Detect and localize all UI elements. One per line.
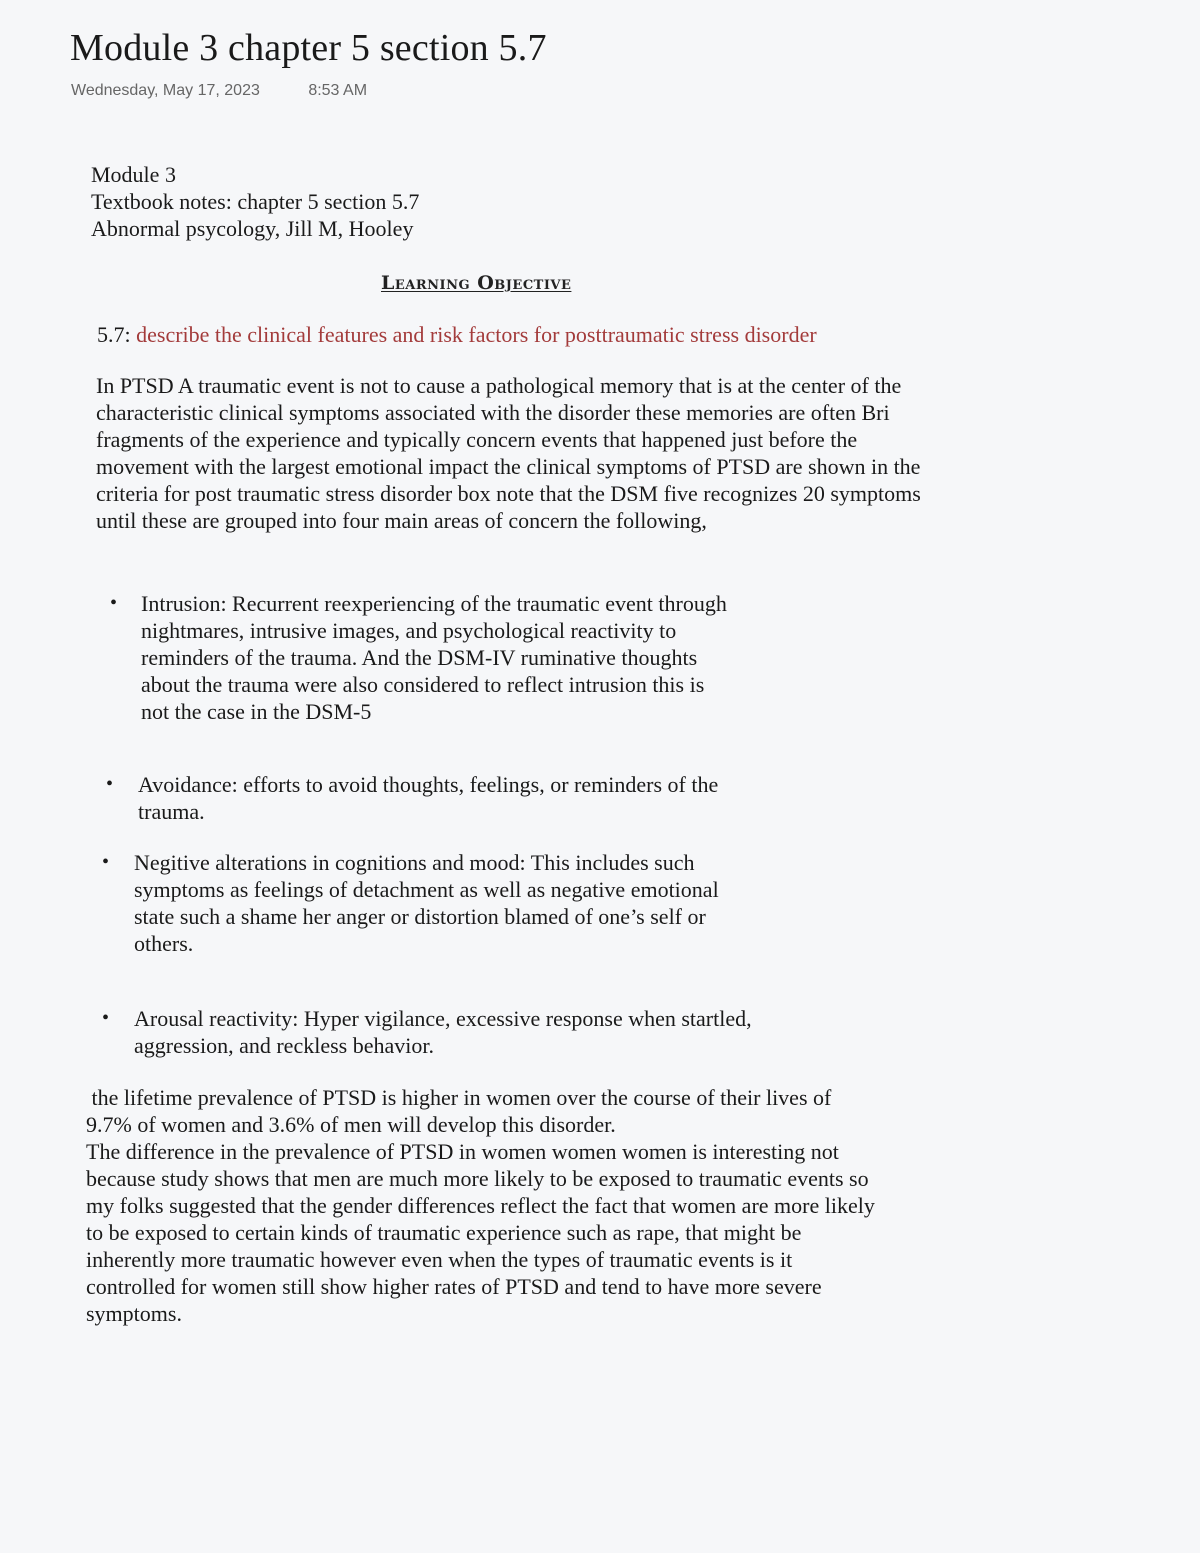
notes-header — [91, 161, 419, 242]
page-date: Wednesday, May 17, 2023 — [71, 82, 260, 99]
bullet-line: Arousal reactivity: Hyper vigilance, excessive response when startled, — [134, 1006, 752, 1031]
paragraph-line: The difference in the prevalence of PTSD in women women women is interesting not — [86, 1139, 839, 1164]
prevalence-paragraph — [86, 1084, 831, 1138]
bullet-line: aggression, and reckless behavior. — [134, 1033, 434, 1058]
paragraph-line: movement with the largest emotional impact the clinical symptoms of PTSD are shown in the — [96, 454, 921, 479]
paragraph-line: inherently more traumatic however even when the types of traumatic events is it — [86, 1247, 793, 1272]
page-time: 8:53 AM — [308, 82, 368, 99]
bullet-line: reminders of the trauma. And the DSM-IV ruminative thoughts — [141, 645, 698, 670]
learning-objective-heading: Learning Objective — [381, 272, 572, 294]
bullet-line: about the trauma were also considered to reflect intrusion this is — [141, 672, 705, 697]
bullet-dot-icon: • — [102, 851, 110, 873]
bullet-body — [141, 590, 727, 725]
paragraph-line: fragments of the experience and typically concern events that happened just before the — [96, 427, 858, 452]
paragraph-line: my folks suggested that the gender differences reflect the fact that women are more likely — [86, 1193, 875, 1218]
learning-objective — [97, 322, 817, 348]
bullet-line: state such a shame her anger or distortion blamed of one’s self or — [134, 904, 706, 929]
bullet-dot-icon: • — [110, 592, 118, 614]
paragraph-line: criteria for post traumatic stress disorder box note that the DSM five recognizes 20 symptoms — [96, 481, 921, 506]
bullet-line: others. — [134, 931, 194, 956]
paragraph-line: the lifetime prevalence of PTSD is higher in women over the course of their lives of — [86, 1085, 832, 1110]
paragraph-line: symptoms. — [86, 1301, 182, 1326]
bullet-line: nightmares, intrusive images, and psychological reactivity to — [141, 618, 677, 643]
paragraph-line: until these are grouped into four main areas of concern the following, — [96, 508, 707, 533]
objective-number: 5.7: — [97, 322, 137, 347]
bullet-line: symptoms as feelings of detachment as well as negative emotional — [134, 877, 719, 902]
paragraph-line: characteristic clinical symptoms associated with the disorder these memories are often Bri — [96, 400, 890, 425]
paragraph-line: to be exposed to certain kinds of traumatic experience such as rape, that might be — [86, 1220, 802, 1245]
bullet-line: not the case in the DSM-5 — [141, 699, 372, 724]
bullet-dot-icon: • — [106, 773, 114, 795]
bullet-line: trauma. — [138, 799, 205, 824]
difference-paragraph — [86, 1138, 875, 1327]
bullet-line: Negitive alterations in cognitions and mood: This includes such — [134, 850, 695, 875]
bullet-body — [134, 1005, 752, 1059]
bullet-line: Intrusion: Recurrent reexperiencing of the traumatic event through — [141, 591, 727, 616]
bullet-body — [134, 849, 719, 957]
bullet-dot-icon: • — [102, 1007, 110, 1029]
paragraph-line: In PTSD A traumatic event is not to cause a pathological memory that is at the center of the — [96, 373, 902, 398]
bullet-body — [138, 771, 718, 825]
page-title: Module 3 chapter 5 section 5.7 — [70, 27, 547, 69]
notes-label: Textbook notes: chapter 5 section 5.7 — [91, 189, 420, 214]
paragraph-line: 9.7% of women and 3.6% of men will develop this disorder. — [86, 1112, 616, 1137]
source-label: Abnormal psycology, Jill M, Hooley — [91, 216, 414, 241]
module-label: Module 3 — [91, 162, 176, 187]
page-meta — [71, 82, 367, 100]
bullet-line: Avoidance: efforts to avoid thoughts, feelings, or reminders of the — [138, 772, 719, 797]
intro-paragraph — [96, 372, 921, 534]
paragraph-line: because study shows that men are much more likely to be exposed to traumatic events so — [86, 1166, 869, 1191]
objective-text: describe the clinical features and risk factors for posttraumatic stress disorder — [136, 322, 817, 347]
paragraph-line: controlled for women still show higher rates of PTSD and tend to have more severe — [86, 1274, 822, 1299]
